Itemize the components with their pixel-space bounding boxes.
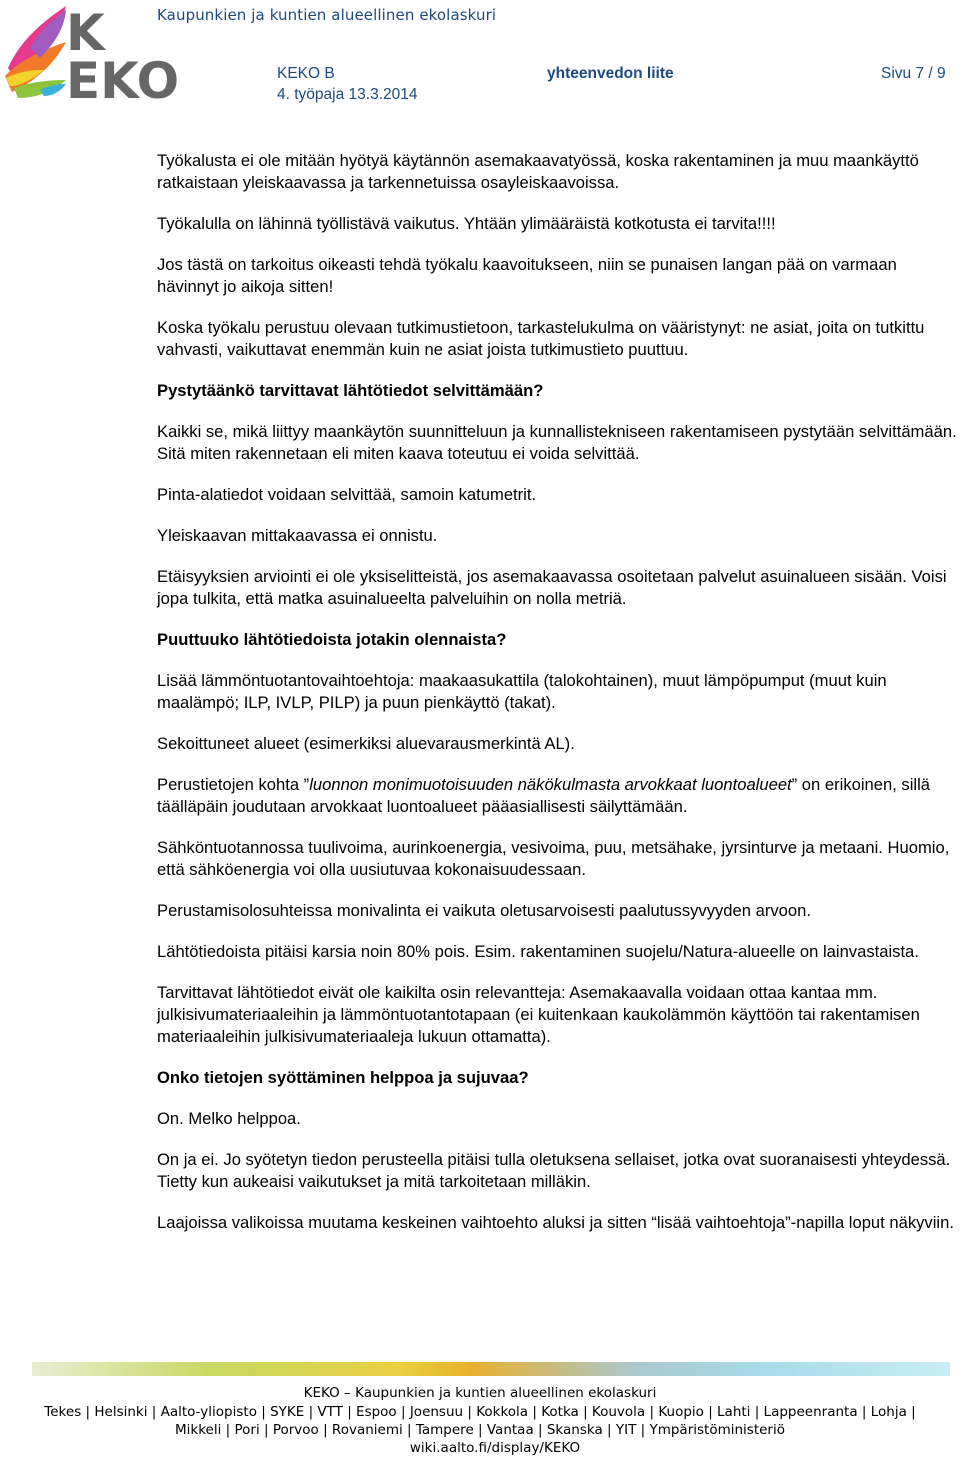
footer-gradient-bar xyxy=(32,1362,950,1376)
paragraph: Yleiskaavan mittakaavassa ei onnistu. xyxy=(157,526,438,545)
paragraph: On. Melko helppoa. xyxy=(157,1109,301,1128)
footer-url[interactable]: wiki.aalto.fi/display/KEKO xyxy=(409,1440,581,1456)
paragraph: On ja ei. Jo syötetyn tiedon perusteella pitäisi tulla oletuksena sellaiset, jotka ovat suoranaisesti yhteydessä. Tietty kun aukeaisi vaikutukset ja mitä tarkoitetaan milläkin. xyxy=(157,1150,951,1191)
paragraph-text: Perustietojen kohta ” xyxy=(157,775,310,794)
paragraph: Tarvittavat lähtötiedot eivät ole kaikilta osin relevantteja: Asemakaavalla voidaan ottaa kantaa mm. julkisivumateriaaleihin ja lämmöntuotantotapaan (ei kuitenkaan kaukolämmön käyttöön tai rakentamisen materiaaleihin julkisivumateriaaleja lukuun ottamatta). xyxy=(157,983,920,1046)
paragraph: Sekoittuneet alueet (esimerkiksi aluevarausmerkintä AL). xyxy=(157,734,575,753)
paragraph: Pinta-alatiedot voidaan selvittää, samoin katumetrit. xyxy=(157,485,537,504)
org-title: Kaupunkien ja kuntien alueellinen ekolaskuri xyxy=(157,6,497,24)
svg-text:K: K xyxy=(66,4,105,62)
section-heading: Puuttuuko lähtötiedoista jotakin olennaista? xyxy=(157,630,507,649)
footer-title: KEKO – Kaupunkien ja kuntien alueellinen ekolaskuri xyxy=(303,1385,657,1401)
paragraph: Jos tästä on tarkoitus oikeasti tehdä työkalu kaavoitukseen, niin se punaisen langan pää on varmaan hävinnyt jo aikoja sitten! xyxy=(157,255,897,296)
paragraph: Laajoissa valikoissa muutama keskeinen vaihtoehto aluksi ja sitten “lisää vaihtoehtoja”-napilla loput näkyviin. xyxy=(157,1213,954,1232)
doc-subtitle: 4. työpaja 13.3.2014 xyxy=(277,86,418,103)
paragraph: Työkalusta ei ole mitään hyötyä käytännön asemakaavatyössä, koska rakentaminen ja muu maankäyttö ratkaistaan yleiskaavassa ja tarkennetuissa osayleiskaavoissa. xyxy=(157,151,919,192)
paragraph: Sähköntuotannossa tuulivoima, aurinkoenergia, vesivoima, puu, metsähake, jyrsinturve ja metaani. Huomio, että sähköenergia voi olla uusiutuvaa kokonaisuudessaan. xyxy=(157,838,950,879)
document-body xyxy=(157,150,960,1253)
paragraph: Lähtötiedoista pitäisi karsia noin 80% pois. Esim. rakentaminen suojelu/Natura-alueelle on lainvastaista. xyxy=(157,942,919,961)
paragraph: Perustamisolosuhteissa monivalinta ei vaikuta oletusarvoisesti paalutussyvyyden arvoon. xyxy=(157,901,811,920)
paragraph: Lisää lämmöntuotantovaihtoehtoja: maakaasukattila (talokohtainen), muut lämpöpumput (muut kuin maalämpö; ILP, IVLP, PILP) ja puun pienkäyttö (takat). xyxy=(157,671,887,712)
paragraph: Työkalulla on lähinnä työllistävä vaikutus. Yhtään ylimääräistä kotkotusta ei tarvita!!!! xyxy=(157,214,776,233)
paragraph: Etäisyyksien arviointi ei ole yksiselitteistä, jos asemakaavassa osoitetaan palvelut asuinalueen sisään. Voisi jopa tulkita, että matka asuinalueelta palveluihin on nolla metriä. xyxy=(157,567,947,608)
section-heading: Onko tietojen syöttäminen helppoa ja sujuvaa? xyxy=(157,1068,529,1087)
page-number: Sivu 7 / 9 xyxy=(881,65,946,82)
footer-partners-line-1: Tekes | Helsinki | Aalto-yliopisto | SYKE | VTT | Espoo | Joensuu | Kokkola | Kotka | Kouvola | Kuopio | Lahti | Lappeenranta | Lohja | xyxy=(44,1404,916,1420)
paragraph xyxy=(157,774,960,818)
section-title: yhteenvedon liite xyxy=(547,65,674,82)
paragraph: Kaikki se, mikä liittyy maankäytön suunnitteluun ja kunnallistekniseen rakentamiseen pystytään selvittämään. Sitä miten rakennetaan eli miten kaava toteutuu ei voida selvittää. xyxy=(157,422,957,463)
paragraph-text: ” on erikoinen, sillä täälläpäin joudutaan arvokkaat luontoalueet pääasiallisesti säilyttämään. xyxy=(157,775,931,816)
paragraph-emphasis: luonnon monimuotoisuuden näkökulmasta arvokkaat luontoalueet xyxy=(309,775,792,794)
svg-text:EKO: EKO xyxy=(66,52,180,105)
doc-name: KEKO B xyxy=(277,65,335,82)
footer-partners-line-2: Mikkeli | Pori | Porvoo | Rovaniemi | Tampere | Vantaa | Skanska | YIT | Ympäristöministeriö xyxy=(174,1422,785,1438)
paragraph: Koska työkalu perustuu olevaan tutkimustietoon, tarkastelukulma on vääristynyt: ne asiat, joita on tutkittu vahvasti, vaikuttavat enemmän kuin ne asiat joista tutkimustieto puuttuu. xyxy=(157,318,925,359)
section-heading: Pystytäänkö tarvittavat lähtötiedot selvittämään? xyxy=(157,381,544,400)
